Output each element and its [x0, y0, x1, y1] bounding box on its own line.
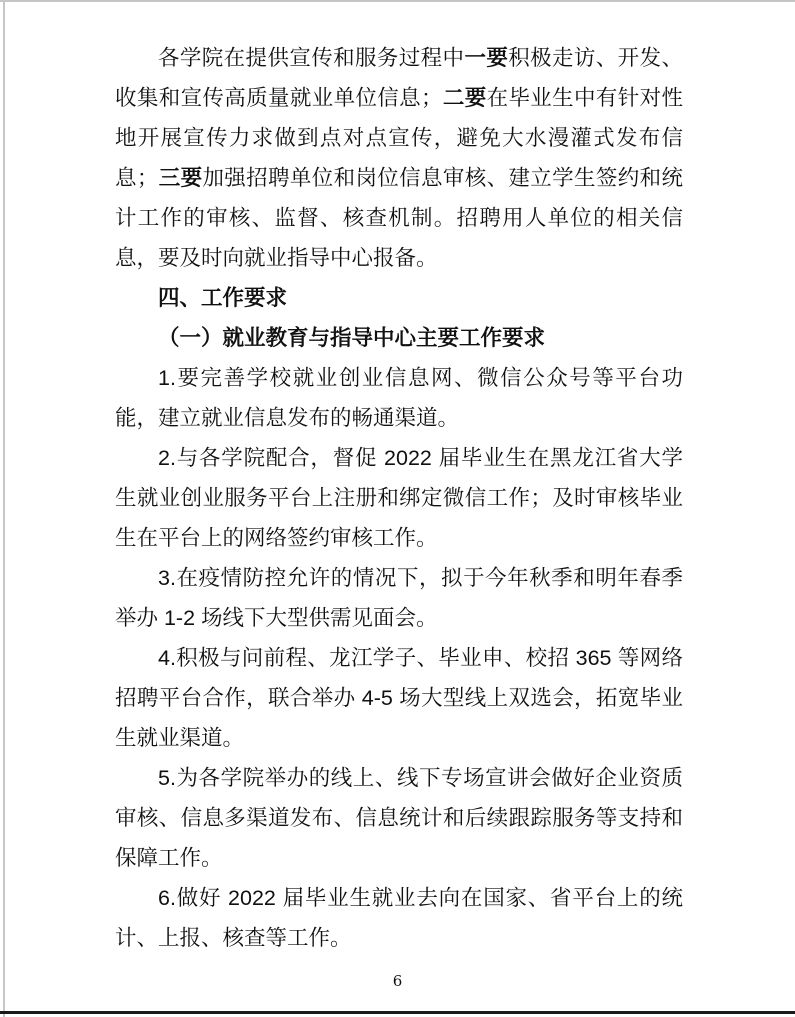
intro-paragraph: [115, 38, 683, 278]
intro-text-3: 在毕业生中有针对性地开展宣传力求做到点对点宣传，避免大水漫灌式发布信息；: [115, 86, 683, 190]
intro-bold-third-point: 三要: [158, 166, 203, 190]
document-body: [115, 38, 683, 958]
page-border-left: [3, 0, 5, 1017]
intro-text-2: 积极走访、开发、收集和宣传高质量就业单位信息；: [115, 46, 683, 110]
intro-text-4: 加强招聘单位和岗位信息审核、建立学生签约和统计工作的审核、监督、核查机制。招聘用人单位的相关信息，要及时向就业指导中心报备。: [115, 166, 683, 270]
numbered-item-1: 1.要完善学校就业创业信息网、微信公众号等平台功能，建立就业信息发布的畅通渠道。: [115, 366, 683, 430]
numbered-item-5: 5.为各学院举办的线上、线下专场宣讲会做好企业资质审核、信息多渠道发布、信息统计和后续跟踪服务等支持和保障工作。: [115, 766, 683, 870]
subsection-heading: （一）就业教育与指导中心主要工作要求: [158, 326, 546, 350]
page-border-top: [0, 0, 795, 2]
numbered-item-3: 3.在疫情防控允许的情况下，拟于今年秋季和明年春季举办 1-2 场线下大型供需见面会。: [115, 566, 683, 630]
page-border-bottom: [0, 1011, 795, 1014]
numbered-item-6: 6.做好 2022 届毕业生就业去向在国家、省平台上的统计、上报、核查等工作。: [115, 886, 683, 950]
numbered-item-4: 4.积极与问前程、龙江学子、毕业申、校招 365 等网络招聘平台合作，联合举办 4-5 场大型线上双选会，拓宽毕业生就业渠道。: [115, 646, 683, 750]
section-heading: 四、工作要求: [158, 286, 288, 310]
intro-bold-first-point: 一要: [464, 46, 509, 70]
numbered-item-2: 2.与各学院配合，督促 2022 届毕业生在黑龙江省大学生就业创业服务平台上注册和绑定微信工作；及时审核毕业生在平台上的网络签约审核工作。: [115, 446, 683, 550]
intro-bold-second-point: 二要: [442, 86, 487, 110]
intro-text-1: 各学院在提供宣传和服务过程中: [158, 46, 465, 70]
page-number: 6: [392, 972, 403, 990]
